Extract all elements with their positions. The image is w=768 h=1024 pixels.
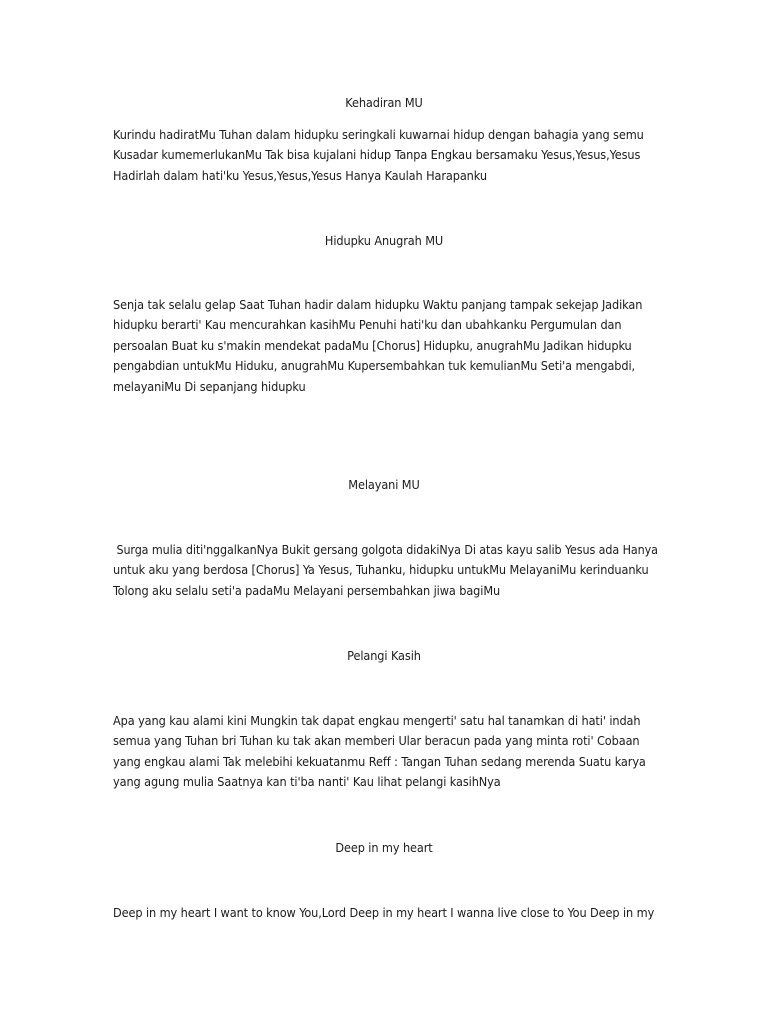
- lyric-line: pengabdian untukMu Hiduku, anugrahMu Kupersembahkan tuk kemulianMu Seti'a mengabdi,: [113, 358, 636, 374]
- lyric-line: Apa yang kau alami kini Mungkin tak dapat engkau mengerti' satu hal tanamkan di hati' indah: [113, 713, 641, 728]
- lyric-line: Hadirlah dalam hati'ku Yesus,Yesus,Yesus Hanya Kaulah Harapanku: [113, 167, 487, 183]
- song-title: Kehadiran MU: [345, 95, 423, 110]
- lyric-line: Deep in my heart I want to know You,Lord Deep in my heart I wanna live close to You Deep in my: [113, 905, 655, 920]
- song-title: Hidupku Anugrah MU: [324, 233, 444, 248]
- lyric-line: hidupku berarti' Kau mencurahkan kasihMu Penuhi hati'ku dan ubahkanku Pergumulan dan: [113, 317, 622, 333]
- song-title: Pelangi Kasih: [347, 648, 421, 663]
- lyric-line: untuk aku yang berdosa [Chorus] Ya Yesus, Tuhanku, hidupku untukMu MelayaniMu kerinduanku: [113, 562, 649, 578]
- lyric-line: Surga mulia diti'nggalkanNya Bukit gersang golgota didakiNya Di atas kayu salib Yesus ada Hanya: [113, 542, 658, 557]
- song-lyrics: [113, 903, 658, 923]
- song-lyrics: [113, 711, 658, 793]
- lyric-line: persoalan Buat ku s'makin mendekat padaMu [Chorus] Hidupku, anugrahMu Jadikan hidupku: [113, 337, 632, 353]
- song-title: Deep in my heart: [335, 840, 433, 855]
- lyric-line: Tolong aku selalu seti'a padaMu Melayani persembahkan jiwa bagiMu: [113, 582, 501, 598]
- lyric-line: yang agung mulia Saatnya kan ti'ba nanti' Kau lihat pelangi kasihNya: [113, 774, 501, 790]
- lyric-line: Senja tak selalu gelap Saat Tuhan hadir dalam hidupku Waktu panjang tampak sekejap Jadikan: [113, 297, 643, 312]
- lyric-line: Kurindu hadiratMu Tuhan dalam hidupku seringkali kuwarnai hidup dengan bahagia yang semu: [113, 127, 644, 142]
- lyric-line: melayaniMu Di sepanjang hidupku: [113, 378, 306, 394]
- song-title: Melayani MU: [348, 477, 420, 492]
- lyric-line: yang engkau alami Tak melebihi kekuatanmu Reff : Tangan Tuhan sedang merenda Suatu karya: [113, 753, 646, 769]
- lyric-line: semua yang Tuhan bri Tuhan ku tak akan memberi Ular beracun pada yang minta roti' Cobaan: [113, 733, 640, 749]
- song-lyrics: [113, 295, 658, 397]
- lyric-line: Kusadar kumemerlukanMu Tak bisa kujalani hidup Tanpa Engkau bersamaku Yesus,Yesus,Yesus: [113, 147, 641, 163]
- song-lyrics: [113, 125, 658, 186]
- song-lyrics: [113, 540, 658, 601]
